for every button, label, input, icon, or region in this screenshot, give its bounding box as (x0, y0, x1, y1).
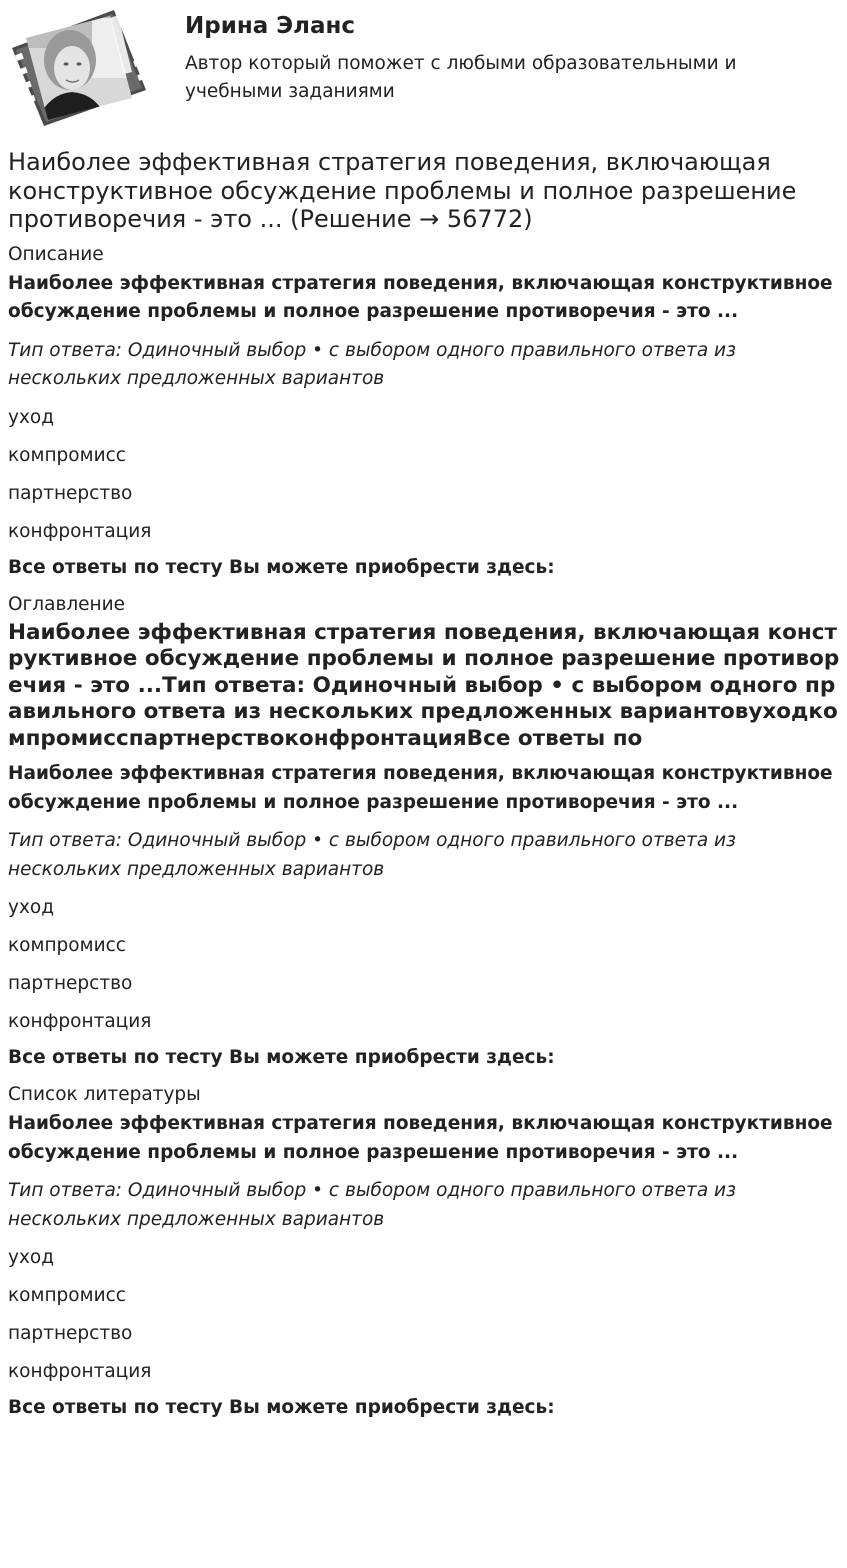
section-label-toc: Оглавление (8, 593, 126, 615)
buy-answers-text: Все ответы по тесту Вы можете приобрести здесь: (8, 1047, 555, 1068)
option-item: уход (8, 897, 55, 918)
option-item: конфронтация (8, 1011, 152, 1032)
option-item: конфронтация (8, 520, 152, 542)
section-label-description: Описание (8, 243, 104, 265)
buy-answers-text: Все ответы по тесту Вы можете приобрести здесь: (8, 1397, 555, 1418)
toc-heading: Наиболее эффективная стратегия поведения, включающая конструктивное обсуждение проблемы и полное разрешение противоречия - это ...Тип ответа: Одиночный выбор • с выбором одного правильного ответа из нескольких предложенных вариантовуходкомпромисспартнерствоконфронтацияВсе ответы по (8, 619, 840, 751)
option-item: партнерство (8, 482, 133, 504)
buy-answers-text: Все ответы по тесту Вы можете приобрести здесь: (8, 556, 555, 578)
author-avatar[interactable] (6, 8, 152, 128)
answer-type-text: Тип ответа: Одиночный выбор • с выбором одного правильного ответа из нескольких предложенных вариантов (8, 830, 736, 880)
option-item: партнерство (8, 1323, 133, 1344)
literature-section (8, 1082, 843, 1422)
main-content (8, 148, 843, 1422)
film-frame-avatar-icon (6, 8, 152, 128)
page-title: Наиболее эффективная стратегия поведения, включающая конструктивное обсуждение проблемы и полное разрешение противоречия - это ... (Решение → 56772) (8, 148, 797, 233)
question-text: Наиболее эффективная стратегия поведения, включающая конструктивное обсуждение проблемы и полное разрешение противоречия - это ... (8, 763, 833, 813)
author-card (0, 0, 847, 140)
section-label-literature: Список литературы (8, 1084, 201, 1105)
option-item: партнерство (8, 973, 133, 994)
option-item: уход (8, 1247, 55, 1268)
option-item: уход (8, 406, 55, 428)
question-text: Наиболее эффективная стратегия поведения, включающая конструктивное обсуждение проблемы и полное разрешение противоречия - это ... (8, 1113, 833, 1163)
option-item: компромисс (8, 935, 126, 956)
author-name[interactable]: Ирина Эланс (185, 13, 356, 39)
toc-section (8, 592, 843, 1073)
description-section (8, 242, 843, 582)
author-description: Автор который поможет с любыми образовательными и учебными заданиями (185, 53, 737, 102)
option-item: компромисс (8, 1285, 126, 1306)
answer-type-text: Тип ответа: Одиночный выбор • с выбором одного правильного ответа из нескольких предложенных вариантов (8, 1180, 736, 1230)
answer-type-text: Тип ответа: Одиночный выбор • с выбором одного правильного ответа из нескольких предложенных вариантов (8, 339, 736, 389)
option-item: компромисс (8, 444, 126, 466)
option-item: конфронтация (8, 1361, 152, 1382)
question-text: Наиболее эффективная стратегия поведения, включающая конструктивное обсуждение проблемы и полное разрешение противоречия - это ... (8, 272, 833, 322)
